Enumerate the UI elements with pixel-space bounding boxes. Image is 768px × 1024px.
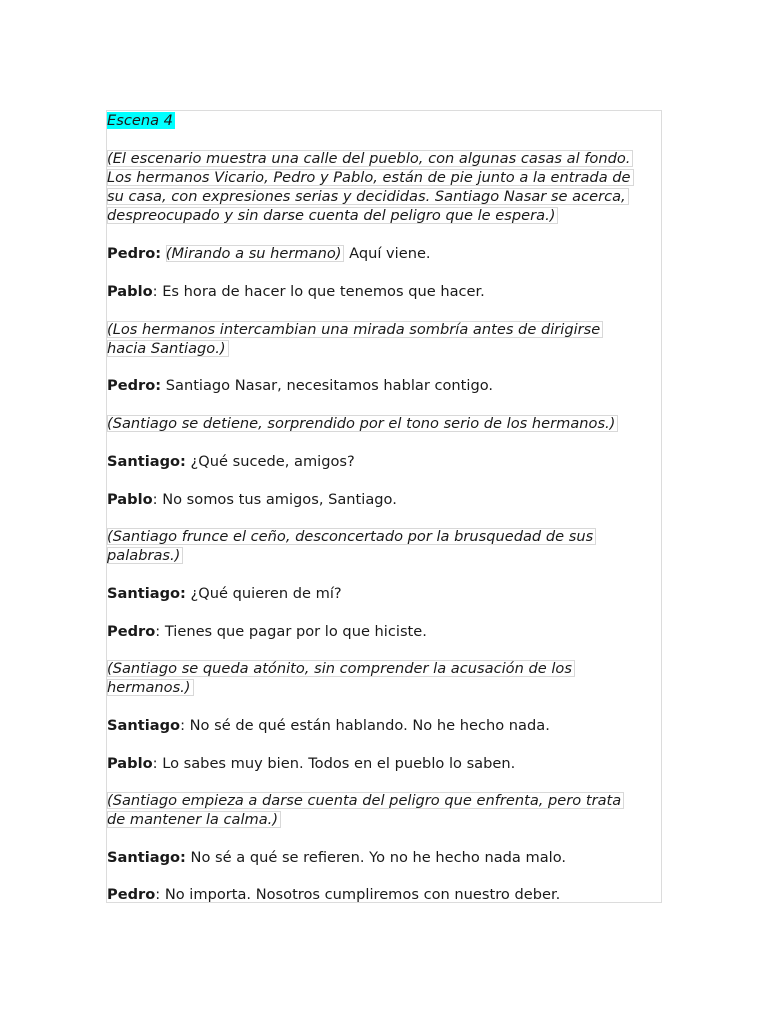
stage-direction-line: (Santiago frunce el ceño, desconcertado por la brusquedad de sus bbox=[107, 527, 596, 546]
dialogue-line bbox=[107, 490, 397, 509]
dialogue-text: : No importa. Nosotros cumpliremos con nuestro deber. bbox=[155, 886, 561, 903]
dialogue-text: : No sé de qué están hablando. No he hecho nada. bbox=[180, 717, 550, 734]
stage-direction-line: (Los hermanos intercambian una mirada sombría antes de dirigirse bbox=[107, 320, 603, 339]
dialogue-line bbox=[107, 885, 560, 904]
stage-direction-line: de mantener la calma.) bbox=[107, 810, 281, 829]
stage-direction-line: su casa, con expresiones serias y decididas. Santiago Nasar se acerca, bbox=[107, 187, 629, 206]
scene-title: Escena 4 bbox=[107, 112, 173, 129]
speaker-name: Santiago bbox=[107, 717, 181, 734]
speaker-name: Pedro: bbox=[107, 377, 162, 394]
stage-direction-line: hacia Santiago.) bbox=[107, 339, 229, 358]
dialogue-line bbox=[107, 848, 566, 867]
stage-direction-line: palabras.) bbox=[107, 546, 183, 565]
dialogue-text: : Tienes que pagar por lo que hiciste. bbox=[155, 623, 427, 640]
dialogue-line bbox=[107, 716, 550, 735]
scene-heading bbox=[107, 111, 175, 130]
stage-direction-line: (Santiago se detiene, sorprendido por el tono serio de los hermanos.) bbox=[107, 414, 618, 433]
speaker-name: Pablo bbox=[107, 283, 153, 300]
speaker-name: Pedro bbox=[107, 886, 156, 903]
inline-direction: (Mirando a su hermano) bbox=[166, 245, 345, 262]
dialogue-text: : No somos tus amigos, Santiago. bbox=[152, 491, 397, 508]
stage-direction-line: (Santiago empieza a darse cuenta del peligro que enfrenta, pero trata bbox=[107, 791, 624, 810]
dialogue-line bbox=[107, 376, 493, 395]
speaker-name: Pedro bbox=[107, 623, 156, 640]
dialogue-text: ¿Qué quieren de mí? bbox=[185, 585, 342, 602]
dialogue-line bbox=[107, 754, 515, 773]
stage-direction-line: despreocupado y sin darse cuenta del peligro que le espera.) bbox=[107, 206, 558, 225]
stage-direction-line: Los hermanos Vicario, Pedro y Pablo, están de pie junto a la entrada de bbox=[107, 168, 634, 187]
dialogue-text: : Lo sabes muy bien. Todos en el pueblo lo saben. bbox=[152, 755, 516, 772]
dialogue-line bbox=[107, 584, 342, 603]
speaker-name: Pablo bbox=[107, 491, 153, 508]
dialogue-line bbox=[107, 244, 431, 263]
dialogue-text: : Es hora de hacer lo que tenemos que hacer. bbox=[152, 283, 485, 300]
dialogue-text: Aquí viene. bbox=[344, 245, 431, 262]
document-page bbox=[106, 110, 662, 903]
dialogue-text: No sé a qué se refieren. Yo no he hecho nada malo. bbox=[185, 849, 567, 866]
speaker-name: Pablo bbox=[107, 755, 153, 772]
speaker-name: Pedro: bbox=[107, 245, 162, 262]
speaker-name: Santiago: bbox=[107, 585, 186, 602]
stage-direction-line: hermanos.) bbox=[107, 678, 194, 697]
dialogue-line bbox=[107, 282, 485, 301]
dialogue-text: Santiago Nasar, necesitamos hablar contigo. bbox=[161, 377, 494, 394]
speaker-name: Santiago: bbox=[107, 453, 186, 470]
stage-direction-line: (Santiago se queda atónito, sin comprender la acusación de los bbox=[107, 659, 575, 678]
dialogue-line bbox=[107, 622, 427, 641]
stage-direction-line: (El escenario muestra una calle del pueblo, con algunas casas al fondo. bbox=[107, 149, 633, 168]
dialogue-line bbox=[107, 452, 355, 471]
dialogue-text: ¿Qué sucede, amigos? bbox=[185, 453, 355, 470]
speaker-name: Santiago: bbox=[107, 849, 186, 866]
